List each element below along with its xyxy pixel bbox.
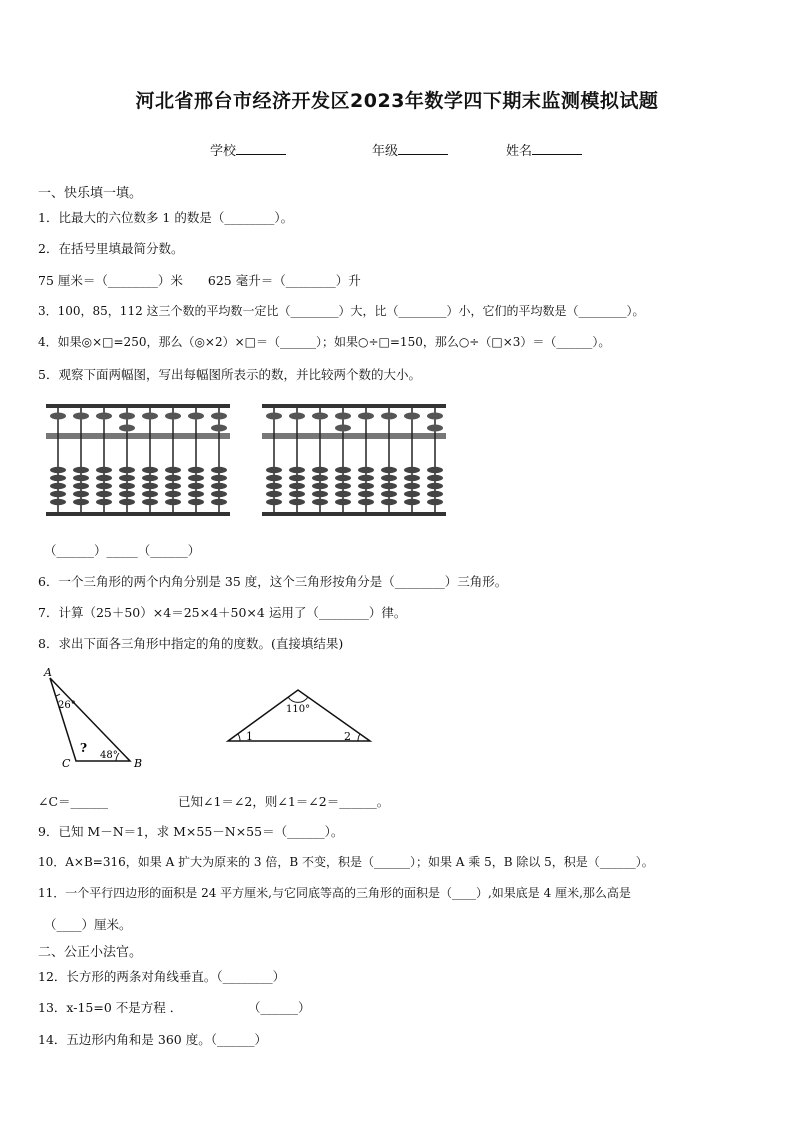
abacus-lower-bead	[188, 491, 204, 497]
triangle-1-shape	[50, 678, 130, 761]
abacus-lower-bead	[119, 499, 135, 505]
abacus-upper-bead	[142, 413, 158, 420]
abacus-lower-bead	[266, 499, 282, 505]
abacus-lower-bead	[96, 467, 112, 473]
abacus-lower-bead	[312, 483, 328, 489]
abacus-lower-bead	[119, 491, 135, 497]
triangle-1-figure	[38, 664, 158, 774]
abacus-upper-bead	[312, 413, 328, 420]
abacus-lower-bead	[381, 483, 397, 489]
abacus-lower-bead	[289, 491, 305, 497]
triangle-1-arc-a	[56, 694, 60, 696]
abacus-lower-bead	[73, 483, 89, 489]
abacus-lower-bead	[427, 483, 443, 489]
abacus-lower-bead	[266, 491, 282, 497]
question-3: 3．100，85，112 这三个数的平均数一定比（________）大，比（________）小，它们的平均数是（________）。	[38, 304, 645, 318]
abacus-upper-bead-active	[211, 425, 227, 432]
angle-b-value: 48°	[100, 750, 118, 761]
abacus-lower-bead	[142, 483, 158, 489]
abacus-lower-bead	[73, 467, 89, 473]
abacus-upper-bead-active	[335, 425, 351, 432]
question-1: 1．比最大的六位数多 1 的数是（________）。	[38, 210, 294, 225]
abacus-lower-bead	[211, 491, 227, 497]
question-9: 9．已知 M－N＝1，求 M×55－N×55＝（______）。	[38, 824, 344, 839]
abacus-lower-bead	[188, 475, 204, 481]
abacus-upper-bead	[404, 413, 420, 420]
abacus-lower-bead	[358, 475, 374, 481]
section-1-heading: 一、快乐填一填。	[38, 186, 143, 201]
abacus-top-bar	[46, 404, 230, 408]
abacus-lower-bead	[73, 499, 89, 505]
abacus-lower-bead	[50, 499, 66, 505]
triangle-2-arc-left	[238, 734, 240, 741]
angle-c-unknown: ?	[80, 741, 88, 755]
name-blank	[532, 142, 582, 155]
abacus-upper-bead	[119, 413, 135, 420]
school-blank	[236, 142, 286, 155]
abacus-lower-bead	[404, 499, 420, 505]
abacus-lower-bead	[404, 491, 420, 497]
abacus-upper-bead	[211, 413, 227, 420]
triangle-2-arc-right	[358, 734, 360, 741]
abacus-lower-bead	[312, 499, 328, 505]
abacus-upper-bead	[427, 413, 443, 420]
abacus-middle-beam	[46, 433, 230, 439]
abacus-lower-bead	[119, 467, 135, 473]
label-a: A	[44, 666, 52, 679]
abacus-upper-bead	[188, 413, 204, 420]
abacus-lower-bead	[289, 475, 305, 481]
question-11: 11．一个平行四边形的面积是 24 平方厘米,与它同底等高的三角形的面积是（____）,如果底是 4 厘米,那么高是	[38, 886, 631, 900]
abacus-bottom-bar	[46, 512, 230, 516]
angle-a-value: 26°	[58, 700, 76, 711]
name-label: 姓名	[506, 144, 533, 159]
abacus-lower-bead	[96, 483, 112, 489]
abacus-lower-bead	[312, 491, 328, 497]
abacus-lower-bead	[142, 491, 158, 497]
abacus-upper-bead	[358, 413, 374, 420]
grade-field	[372, 140, 448, 159]
abacus-lower-bead	[96, 475, 112, 481]
abacus-lower-bead	[119, 483, 135, 489]
abacus-lower-bead	[266, 467, 282, 473]
grade-label: 年级	[372, 144, 399, 159]
abacus-lower-bead	[289, 499, 305, 505]
abacus-lower-bead	[165, 499, 181, 505]
question-5-answer: （______）_____（______）	[44, 543, 201, 558]
abacus-lower-bead	[427, 467, 443, 473]
angle-1-label: 1	[246, 730, 253, 743]
abacus-lower-bead	[142, 499, 158, 505]
question-8-answer-2: 已知∠1＝∠2，则∠1＝∠2＝______。	[178, 794, 390, 809]
abacus-lower-bead	[358, 483, 374, 489]
label-b: B	[134, 757, 143, 770]
name-field	[506, 140, 582, 159]
abacus-lower-bead	[211, 483, 227, 489]
question-4: 4．如果◎×□=250，那么（◎×2）×□＝（______）；如果○÷□=150，那么○÷（□×3）＝（______）。	[38, 335, 611, 349]
abacus-upper-bead-active	[119, 425, 135, 432]
abacus-lower-bead	[427, 491, 443, 497]
abacus-lower-bead	[165, 483, 181, 489]
abacus-lower-bead	[335, 483, 351, 489]
abacus-lower-bead	[73, 475, 89, 481]
abacus-lower-bead	[358, 499, 374, 505]
school-field	[210, 140, 286, 159]
abacus-upper-bead	[73, 413, 89, 420]
abacus-lower-bead	[266, 475, 282, 481]
abacus-lower-bead	[335, 467, 351, 473]
question-13: 13．x-15=0 不是方程 ．	[38, 1000, 183, 1015]
abacus-lower-bead	[381, 475, 397, 481]
grade-blank	[398, 142, 448, 155]
abacus-lower-bead	[211, 475, 227, 481]
abacus-lower-bead	[188, 499, 204, 505]
abacus-lower-bead	[119, 475, 135, 481]
abacus-upper-bead	[289, 413, 305, 420]
triangle-2-figure	[222, 684, 382, 748]
section-2-heading: 二、公正小法官。	[38, 945, 143, 960]
abacus-lower-bead	[381, 499, 397, 505]
abacus-lower-bead	[312, 467, 328, 473]
abacus-upper-bead-active	[427, 425, 443, 432]
abacus-lower-bead	[211, 499, 227, 505]
abacus-middle-beam	[262, 433, 446, 439]
abacus-lower-bead	[50, 483, 66, 489]
abacus-lower-bead	[381, 491, 397, 497]
abacus-lower-bead	[211, 467, 227, 473]
abacus-lower-bead	[50, 467, 66, 473]
question-12: 12．长方形的两条对角线垂直。（________）	[38, 969, 286, 984]
abacus-lower-bead	[312, 475, 328, 481]
abacus-upper-bead	[96, 413, 112, 420]
abacus-bottom-bar	[262, 512, 446, 516]
abacus-lower-bead	[188, 483, 204, 489]
angle-top-value: 110°	[286, 704, 311, 715]
question-13-blank: （______）	[248, 1000, 311, 1015]
abacus-lower-bead	[404, 475, 420, 481]
abacus-lower-bead	[266, 483, 282, 489]
page-title: 河北省邢台市经济开发区2023年数学四下期末监测模拟试题	[135, 90, 659, 112]
abacus-lower-bead	[50, 475, 66, 481]
abacus-lower-bead	[165, 467, 181, 473]
abacus-lower-bead	[381, 467, 397, 473]
abacus-lower-bead	[358, 467, 374, 473]
abacus-1	[44, 400, 234, 520]
abacus-lower-bead	[96, 491, 112, 497]
question-14: 14．五边形内角和是 360 度。（______）	[38, 1032, 267, 1047]
question-8: 8．求出下面各三角形中指定的角的度数。(直接填结果)	[38, 636, 344, 651]
question-5: 5．观察下面两幅图，写出每幅图所表示的数，并比较两个数的大小。	[38, 367, 421, 382]
label-c: C	[62, 757, 71, 770]
abacus-lower-bead	[335, 491, 351, 497]
abacus-lower-bead	[404, 483, 420, 489]
question-7: 7．计算（25＋50）×4＝25×4＋50×4 运用了（________）律。	[38, 605, 407, 620]
abacus-lower-bead	[96, 499, 112, 505]
abacus-lower-bead	[358, 491, 374, 497]
abacus-lower-bead	[289, 467, 305, 473]
abacus-top-bar	[262, 404, 446, 408]
question-2-line: 75 厘米＝（________）米 625 毫升＝（________）升	[38, 273, 361, 288]
abacus-lower-bead	[427, 499, 443, 505]
abacus-upper-bead	[335, 413, 351, 420]
question-8-answer-1: ∠C＝______	[38, 794, 109, 809]
abacus-lower-bead	[335, 475, 351, 481]
triangle-2-arc-top	[288, 697, 308, 702]
abacus-lower-bead	[289, 483, 305, 489]
abacus-upper-bead	[381, 413, 397, 420]
angle-2-label: 2	[344, 730, 351, 743]
abacus-lower-bead	[142, 467, 158, 473]
abacus-upper-bead	[50, 413, 66, 420]
question-11-continued: （____）厘米。	[44, 917, 132, 932]
question-10: 10．A×B=316，如果 A 扩大为原来的 3 倍，B 不变，积是（______）；如果 A 乘 5，B 除以 5，积是（______）。	[38, 855, 654, 869]
abacus-lower-bead	[188, 467, 204, 473]
abacus-upper-bead	[165, 413, 181, 420]
abacus-lower-bead	[142, 475, 158, 481]
abacus-lower-bead	[427, 475, 443, 481]
abacus-lower-bead	[50, 491, 66, 497]
school-label: 学校	[210, 144, 237, 159]
abacus-lower-bead	[73, 491, 89, 497]
question-2: 2．在括号里填最简分数。	[38, 241, 184, 256]
question-6: 6．一个三角形的两个内角分别是 35 度，这个三角形按角分是（________）三角形。	[38, 574, 508, 589]
abacus-lower-bead	[165, 491, 181, 497]
abacus-2	[260, 400, 450, 520]
abacus-upper-bead	[266, 413, 282, 420]
abacus-lower-bead	[335, 499, 351, 505]
abacus-lower-bead	[165, 475, 181, 481]
abacus-lower-bead	[404, 467, 420, 473]
